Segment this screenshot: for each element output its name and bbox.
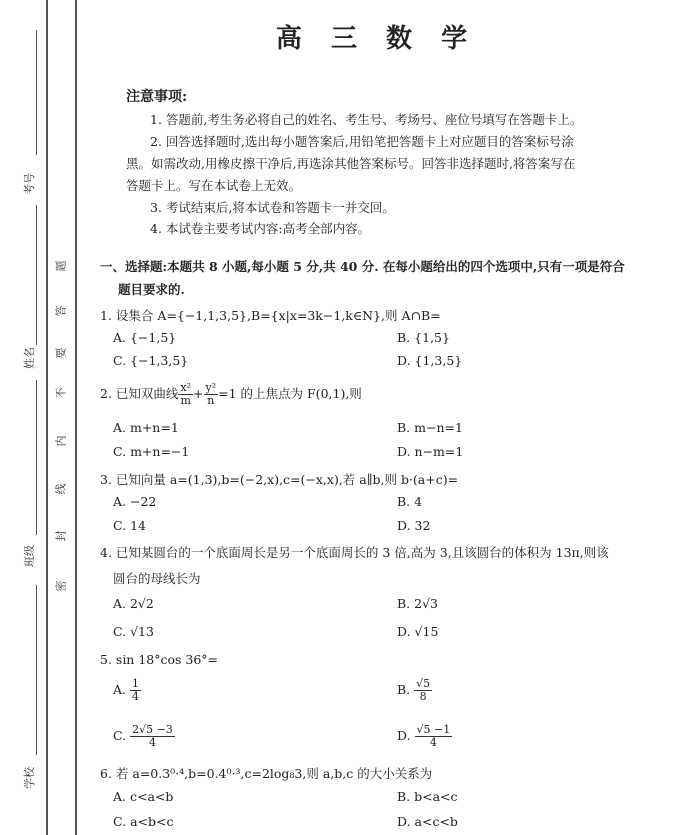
section-heading-cont: 题目要求的. (118, 282, 185, 297)
page-title: 高 三 数 学 (275, 24, 478, 54)
notice-line: 答题卡上。写在本试卷上无效。 (126, 178, 302, 193)
option-d: D. √15 (397, 624, 439, 639)
option-a: A. −22 (113, 494, 157, 509)
option-d: D. {1,3,5} (397, 353, 463, 368)
option-a: A. {−1,5} (113, 330, 177, 345)
option-c: C. {−1,3,5} (113, 353, 189, 368)
option-c: C. $\frac{2√5 -3}{4}$ (113, 723, 173, 749)
option-b: B. m−n=1 (397, 420, 463, 435)
option-b: B. $\frac{√5}{8}$ (397, 677, 431, 703)
question-stem: 3. 已知向量 a=(1,3),b=(−2,x),c=(−x,x),若 a∥b,则 b·(a+c)= (100, 472, 459, 487)
field-label-class: 班级 (23, 545, 36, 567)
question-stem: 4. 已知某圆台的一个底面周长是另一个底面周长的 3 倍,高为 3,且该圆台的体积为 13π,则该 (100, 545, 609, 560)
notice-line: 1. 答题前,考生务必将自己的姓名、考生号、考场号、座位号填写在答题卡上。 (150, 112, 583, 127)
field-label-exam-number: 考号 (23, 173, 36, 195)
option-d: D. 32 (397, 518, 431, 533)
notice-line: 黑。如需改动,用橡皮擦干净后,再选涂其他答案标号。回答非选择题时,将答案写在 (126, 156, 576, 171)
option-b: B. 4 (397, 494, 423, 509)
section-heading: 一、选择题:本题共 8 小题,每小题 5 分,共 40 分. 在每小题给出的四个选项中,只有一项是符合 (100, 259, 625, 274)
option-d: D. $\frac{√5 -1}{4}$ (397, 723, 451, 749)
option-b: B. b<a<c (397, 789, 458, 804)
field-underline (36, 205, 37, 345)
option-c: C. m+n=−1 (113, 444, 190, 459)
option-a: A. m+n=1 (113, 420, 179, 435)
option-b: B. 2√3 (397, 596, 439, 611)
fraction: $\frac{\text{y²}}{n}$ (205, 381, 217, 407)
option-c: C. 14 (113, 518, 146, 533)
option-c: C. √13 (113, 624, 154, 639)
option-a: A. c<a<b (113, 789, 174, 804)
question-stem: 1. 设集合 A={−1,1,3,5},B={x|x=3k−1,k∈N},则 A∩B= (100, 308, 441, 323)
question-stem: 2. 已知双曲线 $\frac{\text{x²}}{m}$ + $\frac{\text{y²}}{n}$ =1 的上焦点为 F(0,1),则 (100, 381, 362, 407)
margin-line-inner (75, 0, 77, 835)
option-c: C. a<b<c (113, 814, 174, 829)
option-b: B. {1,5} (397, 330, 450, 345)
notice-line: 3. 考试结束后,将本试卷和答题卡一并交回。 (150, 200, 395, 215)
field-underline (36, 585, 37, 755)
question-stem: 5. sin 18°cos 36°= (100, 652, 219, 667)
fraction: $\frac{\text{x²}}{m}$ (180, 381, 192, 407)
field-underline (36, 380, 37, 535)
notice-line: 2. 回答选择题时,选出每小题答案后,用铅笔把答题卡上对应题目的答案标号涂 (150, 134, 574, 149)
notice-heading: 注意事项: (126, 89, 188, 105)
option-a: A. 2√2 (113, 596, 154, 611)
option-d: D. a<c<b (397, 814, 458, 829)
option-d: D. n−m=1 (397, 444, 464, 459)
question-stem-cont: 圆台的母线长为 (113, 571, 201, 586)
field-label-name: 姓名 (23, 347, 36, 369)
field-label-school: 学校 (23, 767, 36, 789)
option-a: A. $\frac{1}{4}$ (113, 677, 139, 703)
question-stem: 6. 若 a=0.3⁰·⁴,b=0.4⁰·³,c=2log₈3,则 a,b,c 的大小关系为 (100, 766, 433, 781)
notice-line: 4. 本试卷主要考试内容:高考全部内容。 (150, 221, 371, 236)
margin-line-outer (46, 0, 48, 835)
